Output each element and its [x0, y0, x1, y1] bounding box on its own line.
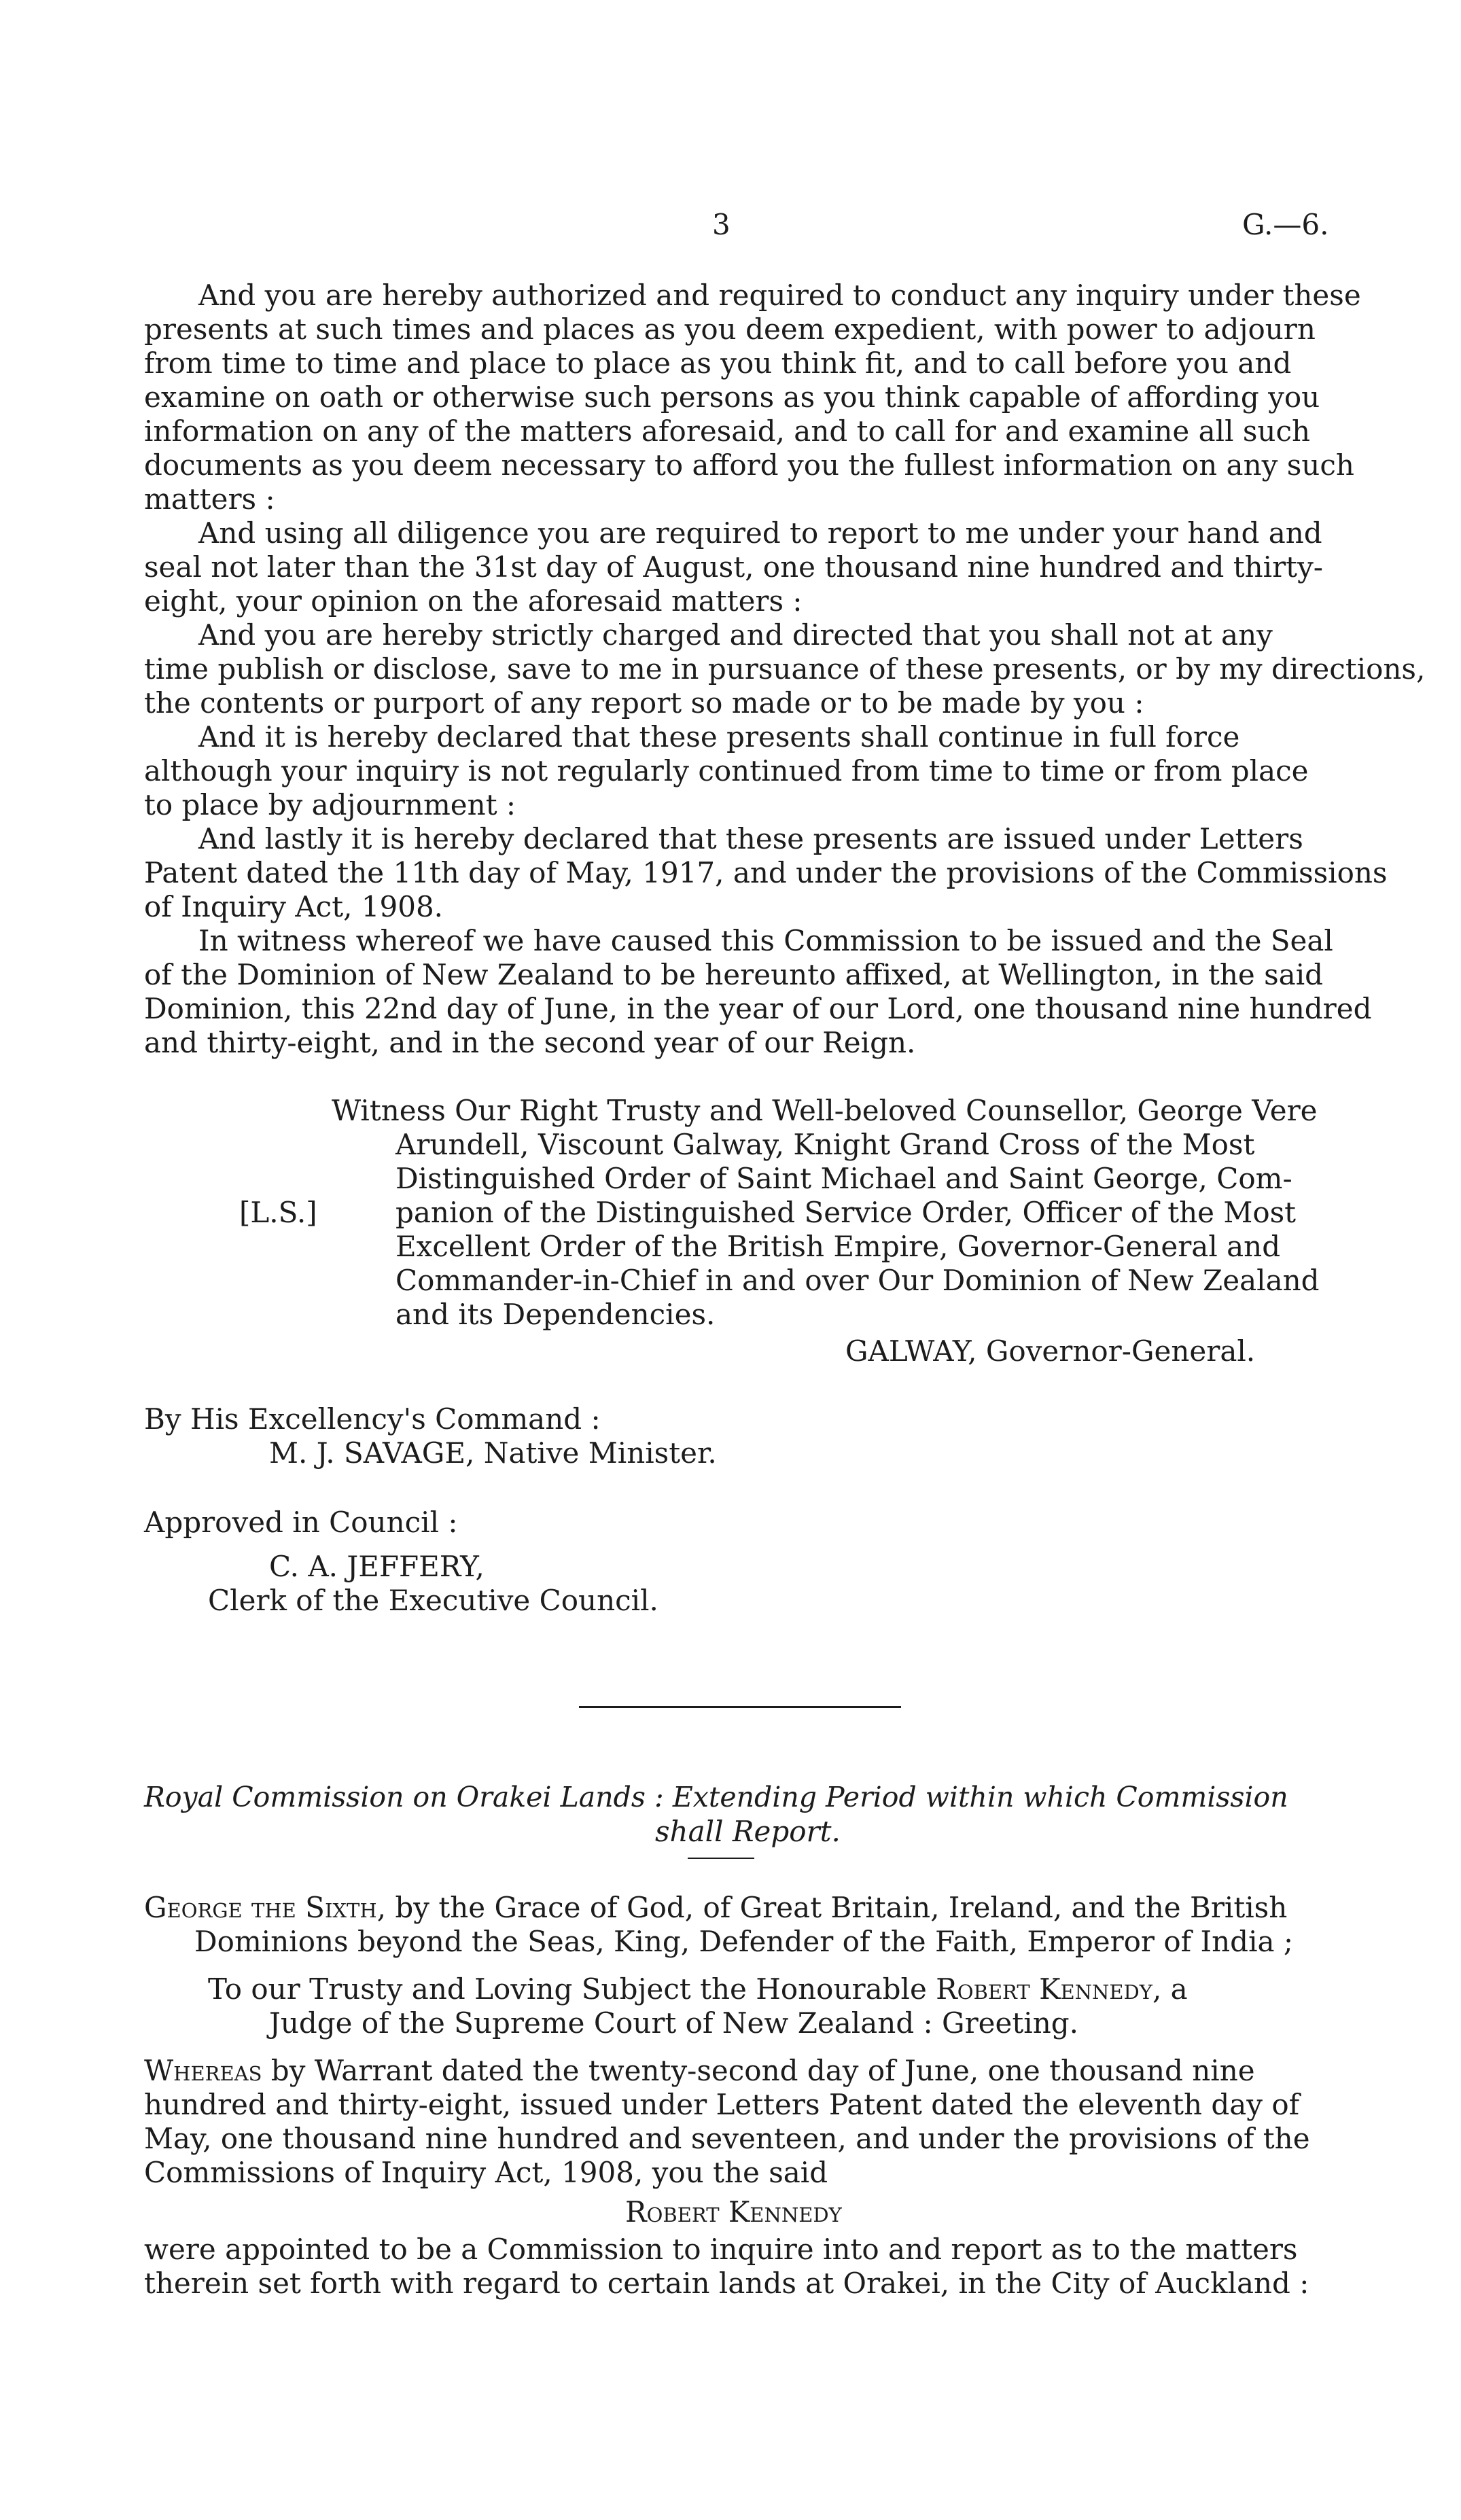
- royal-style-line: [144, 1891, 1288, 1924]
- text-line: and thirty-eight, and in the second year of our Reign.: [144, 1026, 916, 1059]
- text-line: Patent dated the 11th day of May, 1917, and under the provisions of the Commissions: [144, 856, 1388, 889]
- text-line: In witness whereof we have caused this Commission to be issued and the Seal: [198, 924, 1333, 957]
- document-code: G.—6.: [1242, 208, 1329, 241]
- seal-mark: [L.S.]: [239, 1196, 317, 1229]
- section-divider: [579, 1706, 901, 1708]
- text-line: examine on oath or otherwise such persons as you think capable of affording you: [144, 380, 1320, 414]
- witness-line: panion of the Distinguished Service Order, Officer of the Most: [395, 1196, 1297, 1229]
- text-line: to place by adjournment :: [144, 788, 516, 821]
- whereas-text: by Warrant dated the twenty-second day of June, one thousand nine: [262, 2054, 1255, 2087]
- whereas-line: May, one thousand nine hundred and seventeen, and under the provisions of the: [144, 2122, 1310, 2155]
- commission-title-continued: shall Report.: [655, 1815, 841, 1848]
- whereas-line: hundred and thirty-eight, issued under Letters Patent dated the eleventh day of: [144, 2088, 1300, 2121]
- council-heading: Approved in Council :: [144, 1506, 458, 1539]
- witness-line: Witness Our Right Trusty and Well-beloved Counsellor, George Vere: [332, 1094, 1318, 1127]
- appointed-line: were appointed to be a Commission to inquire into and report as to the matters: [144, 2233, 1298, 2266]
- text-line: And it is hereby declared that these presents shall continue in full force: [198, 720, 1240, 753]
- page-number: 3: [712, 208, 730, 241]
- address-line: Judge of the Supreme Court of New Zealand : Greeting.: [269, 2006, 1078, 2040]
- text-line: time publish or disclose, save to me in pursuance of these presents, or by my directions,: [144, 652, 1426, 686]
- text-line: matters :: [144, 482, 275, 516]
- king-name: George the Sixth: [144, 1891, 377, 1924]
- address-text: , a: [1152, 1972, 1188, 2006]
- minister-signature: M. J. SAVAGE, Native Minister.: [269, 1436, 717, 1470]
- witness-line: Distinguished Order of Saint Michael and Saint George, Com-: [395, 1162, 1292, 1195]
- whereas-line: [144, 2054, 1255, 2087]
- text-line: eight, your opinion on the aforesaid matters :: [144, 584, 803, 618]
- clerk-name: C. A. JEFFERY,: [269, 1550, 485, 1583]
- king-style-text: , by the Grace of God, of Great Britain, Ireland, and the British: [376, 1891, 1288, 1924]
- text-line: from time to time and place to place as you think fit, and to call before you and: [144, 347, 1292, 380]
- witness-line: Commander-in-Chief in and over Our Dominion of New Zealand: [395, 1264, 1320, 1297]
- text-line: presents at such times and places as you deem expedient, with power to adjourn: [144, 313, 1316, 346]
- text-line: the contents or purport of any report so made or to be made by you :: [144, 686, 1144, 720]
- commission-title: Royal Commission on Orakei Lands : Extending Period within which Commission: [144, 1781, 1288, 1813]
- appointed-line: therein set forth with regard to certain lands at Orakei, in the City of Auckland :: [144, 2267, 1309, 2300]
- text-line: documents as you deem necessary to afford you the fullest information on any such: [144, 448, 1354, 482]
- address-text: To our Trusty and Loving Subject the Honourable: [208, 1972, 936, 2006]
- centered-name: Robert Kennedy: [625, 2195, 842, 2229]
- text-line: Dominion, this 22nd day of June, in the year of our Lord, one thousand nine hundred: [144, 992, 1372, 1025]
- clerk-role: Clerk of the Executive Council.: [208, 1584, 658, 1617]
- text-line: of the Dominion of New Zealand to be hereunto affixed, at Wellington, in the said: [144, 958, 1324, 991]
- text-line: And using all diligence you are required to report to me under your hand and: [198, 516, 1322, 550]
- witness-line: and its Dependencies.: [395, 1298, 716, 1331]
- command-heading: By His Excellency's Command :: [144, 1402, 601, 1436]
- title-underline: [688, 1858, 754, 1859]
- royal-style-line: Dominions beyond the Seas, King, Defender of the Faith, Emperor of India ;: [194, 1925, 1294, 1958]
- text-line: And you are hereby authorized and required to conduct any inquiry under these: [198, 279, 1361, 312]
- judge-name: Robert Kennedy: [936, 1972, 1152, 2006]
- text-line: And you are hereby strictly charged and directed that you shall not at any: [198, 618, 1273, 652]
- witness-line: Arundell, Viscount Galway, Knight Grand Cross of the Most: [395, 1128, 1255, 1161]
- whereas-word: Whereas: [144, 2054, 262, 2087]
- text-line: And lastly it is hereby declared that these presents are issued under Letters: [198, 822, 1303, 855]
- text-line: seal not later than the 31st day of August, one thousand nine hundred and thirty-: [144, 550, 1323, 584]
- witness-line: Excellent Order of the British Empire, Governor-General and: [395, 1230, 1281, 1263]
- address-line: [208, 1972, 1188, 2006]
- governor-signature: GALWAY, Governor-General.: [845, 1334, 1256, 1368]
- text-line: of Inquiry Act, 1908.: [144, 890, 444, 923]
- text-line: although your inquiry is not regularly continued from time to time or from place: [144, 754, 1309, 787]
- whereas-line: Commissions of Inquiry Act, 1908, you the said: [144, 2156, 828, 2189]
- text-line: information on any of the matters aforesaid, and to call for and examine all such: [144, 414, 1311, 448]
